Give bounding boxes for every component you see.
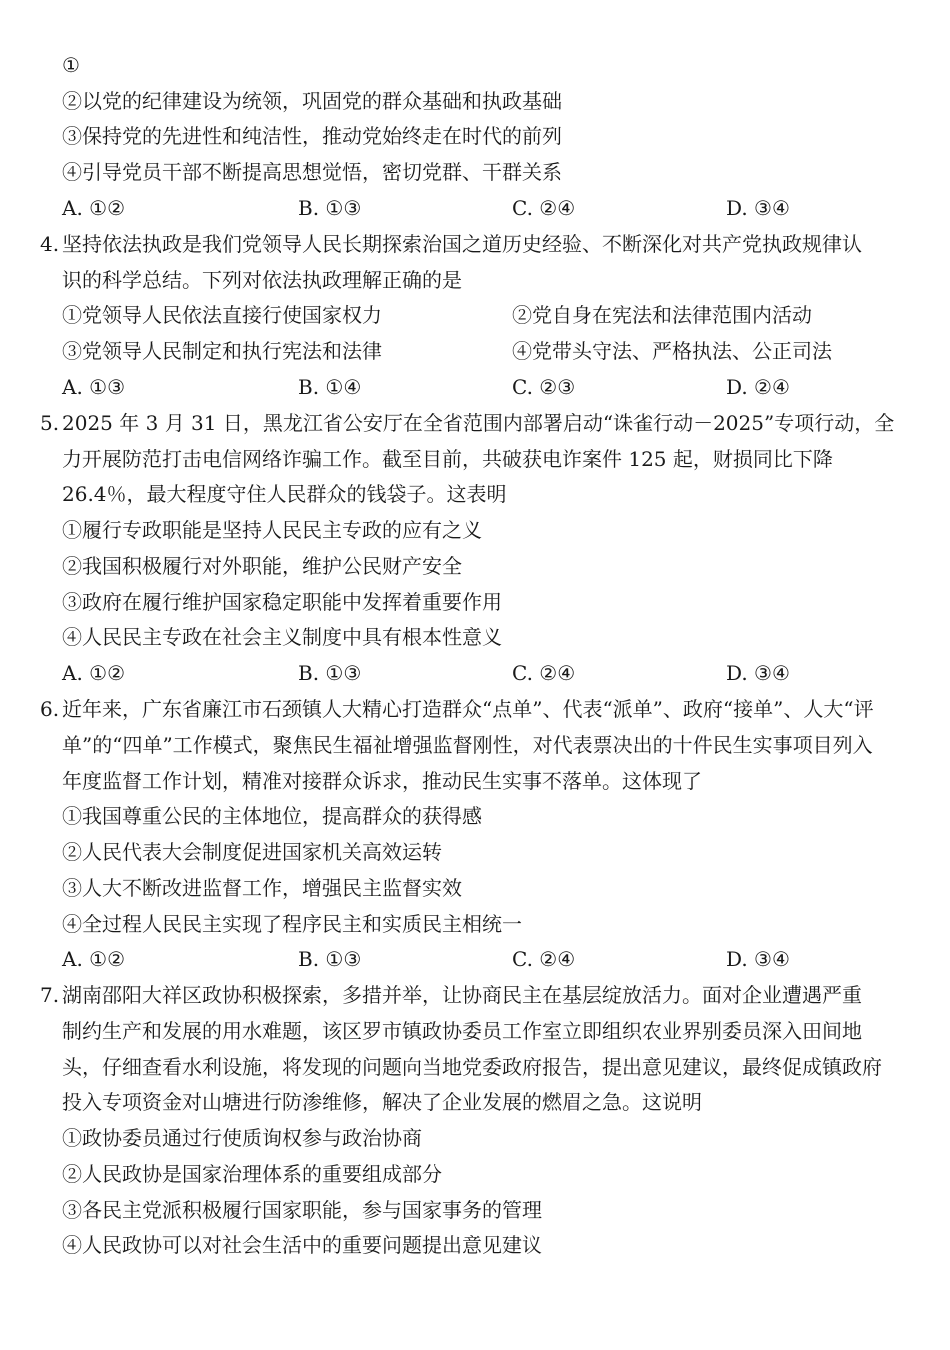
q7-stem-line-4: 投入专项资金对山塘进行防渗维修，解决了企业发展的燃眉之急。这说明 xyxy=(62,1090,702,1114)
q7-stem-line-1: 7. 湖南邵阳大祥区政协积极探索，多措并举，让协商民主在基层绽放活力。面对企业遭遇严重 xyxy=(0,980,950,1010)
q4-stem-line-1: 4. 坚持依法执政是我们党领导人民长期探索治国之道历史经验、不断深化对共产党执政规律认 xyxy=(0,229,950,259)
q4-option-1: ①党领导人民依法直接行使国家权力 xyxy=(62,303,382,327)
q7-option-4: ④人民政协可以对社会生活中的重要问题提出意见建议 xyxy=(62,1233,542,1257)
q4-option-2: ②党自身在宪法和法律范围内活动 xyxy=(512,303,812,327)
q7-option-2: ②人民政协是国家治理体系的重要组成部分 xyxy=(62,1162,442,1186)
q7-option-1: ①政协委员通过行使质询权参与政治协商 xyxy=(62,1126,422,1150)
q5-option-2: ②我国积极履行对外职能，维护公民财产安全 xyxy=(62,554,462,578)
q6-stem-line-2: 单”的“四单”工作模式，聚焦民生福祉增强监督刚性，对代表票决出的十件民生实事项目列入 xyxy=(62,733,873,757)
q6-choices xyxy=(0,944,950,974)
q6-option-1: ①我国尊重公民的主体地位，提高群众的获得感 xyxy=(62,804,482,828)
q6-option-4: ④全过程人民民主实现了程序民主和实质民主相统一 xyxy=(62,912,522,936)
q7-number: 7. xyxy=(40,983,60,1007)
q6-number: 6. xyxy=(40,697,60,721)
q4-options-row-2 xyxy=(0,336,950,366)
q3-choice-c: C. ②④ xyxy=(512,196,576,220)
q4-choice-b: B. ①④ xyxy=(298,375,362,399)
q6-option-2: ②人民代表大会制度促进国家机关高效运转 xyxy=(62,840,442,864)
q6-stem-line-3: 年度监督工作计划，精准对接群众诉求，推动民生实事不落单。这体现了 xyxy=(62,769,702,793)
q6-choice-c: C. ②④ xyxy=(512,947,576,971)
q4-stem-line-2: 识的科学总结。下列对依法执政理解正确的是 xyxy=(62,268,462,292)
q5-choice-a: A. ①② xyxy=(62,661,126,685)
q4-choices xyxy=(0,372,950,402)
q6-option-3: ③人大不断改进监督工作，增强民主监督实效 xyxy=(62,876,462,900)
q5-option-1: ①履行专政职能是坚持人民民主专政的应有之义 xyxy=(62,518,482,542)
q3-choice-a: A. ①② xyxy=(62,196,126,220)
q7-stem-line-3: 头，仔细查看水利设施，将发现的问题向当地党委政府报告，提出意见建议，最终促成镇政府 xyxy=(62,1055,882,1079)
q5-stem-line-2: 力开展防范打击电信网络诈骗工作。截至目前，共破获电诈案件 125 起，财损同比下降 xyxy=(62,447,833,471)
q3-option-4: ④引导党员干部不断提高思想觉悟，密切党群、干群关系 xyxy=(62,160,562,184)
q5-choice-d: D. ③④ xyxy=(726,661,790,685)
q6-choice-a: A. ①② xyxy=(62,947,126,971)
q6-stem-line-1: 6. 近年来，广东省廉江市石颈镇人大精心打造群众“点单”、代表“派单”、政府“接单”、人大“评 xyxy=(0,694,950,724)
q5-option-3: ③政府在履行维护国家稳定职能中发挥着重要作用 xyxy=(62,590,502,614)
q5-choice-c: C. ②④ xyxy=(512,661,576,685)
q4-choice-d: D. ②④ xyxy=(726,375,790,399)
q5-option-4: ④人民民主专政在社会主义制度中具有根本性意义 xyxy=(62,625,502,649)
q5-choices xyxy=(0,658,950,688)
q6-choice-d: D. ③④ xyxy=(726,947,790,971)
q4-options-row-1 xyxy=(0,300,950,330)
q4-option-3: ③党领导人民制定和执行宪法和法律 xyxy=(62,339,382,363)
q3-choice-b: B. ①③ xyxy=(298,196,362,220)
q4-option-4: ④党带头守法、严格执法、公正司法 xyxy=(512,339,832,363)
q5-choice-b: B. ①③ xyxy=(298,661,362,685)
q5-stem-line-3: 26.4％，最大程度守住人民群众的钱袋子。这表明 xyxy=(62,482,507,506)
q6-choice-b: B. ①③ xyxy=(298,947,362,971)
q3-option-1: ① xyxy=(62,53,80,77)
q4-number: 4. xyxy=(40,232,60,256)
q7-stem-line-2: 制约生产和发展的用水难题，该区罗市镇政协委员工作室立即组织农业界别委员深入田间地 xyxy=(62,1019,862,1043)
q3-choices xyxy=(0,193,950,223)
q3-option-3: ③保持党的先进性和纯洁性，推动党始终走在时代的前列 xyxy=(62,124,562,148)
q3-choice-d: D. ③④ xyxy=(726,196,790,220)
q3-option-2: ②以党的纪律建设为统领，巩固党的群众基础和执政基础 xyxy=(62,89,562,113)
q4-choice-a: A. ①③ xyxy=(62,375,126,399)
q7-option-3: ③各民主党派积极履行国家职能，参与国家事务的管理 xyxy=(62,1198,542,1222)
q4-choice-c: C. ②③ xyxy=(512,375,576,399)
q5-stem-line-1: 5. 2025 年 3 月 31 日，黑龙江省公安厅在全省范围内部署启动“诛雀行动－2025”专项行动，全 xyxy=(0,408,950,438)
q5-number: 5. xyxy=(40,411,60,435)
